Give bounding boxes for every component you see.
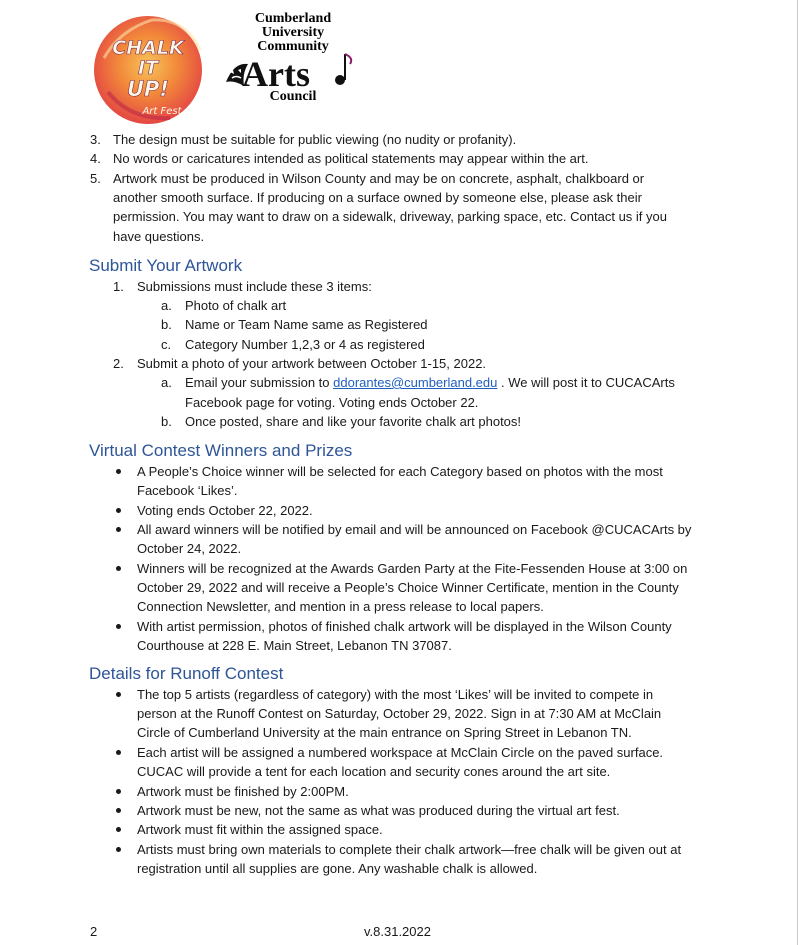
virtual-bullet-text: Winners will be recognized at the Awards Garden Party at the Fite-Fessenden House at 3:00 on (137, 561, 688, 576)
bullet-icon (116, 508, 121, 513)
submit-item-number: 2. (113, 356, 124, 371)
submit-subitem-letter: a. (161, 375, 172, 390)
submit-item-text: Submit a photo of your artwork between October 1-15, 2022. (137, 356, 487, 371)
rule-text: No words or caricatures intended as political statements may appear within the art. (113, 151, 589, 166)
submit-subitem-letter: b. (161, 317, 172, 332)
bullet-icon (116, 789, 121, 794)
runoff-bullet-text: Artists must bring own materials to complete their chalk artwork—free chalk will be given out at (137, 842, 682, 857)
rule-text: have questions. (113, 229, 205, 244)
chalk-logo-line-4: Art Fest (142, 106, 182, 117)
runoff-bullet-text: Artwork must be finished by 2:00PM. (137, 784, 349, 799)
virtual-bullet-text: Facebook ‘Likes’. (137, 483, 238, 498)
runoff-bullet-text: registration until all supplies are gone. Any washable chalk is allowed. (137, 861, 538, 876)
bullet-icon (116, 750, 121, 755)
chalk-logo-line-3: UP! (126, 77, 170, 101)
bullet-icon (116, 827, 121, 832)
rule-text: another smooth surface. If producing on a surface owned by someone else, please ask their (113, 190, 642, 205)
virtual-bullet-text: October 24, 2022. (137, 541, 242, 556)
rule-number: 3. (90, 132, 101, 147)
runoff-bullet-text: Each artist will be assigned a numbered workspace at McClain Circle on the paved surface. (137, 745, 664, 760)
arts-council-logo (220, 10, 360, 104)
arts-logo-line-3: Community (257, 39, 329, 54)
bullet-icon (116, 469, 121, 474)
rule-number: 5. (90, 171, 101, 186)
email-line-pre: Email your submission to (185, 375, 334, 390)
virtual-bullet-text: With artist permission, photos of finished chalk artwork will be displayed in the Wilson County (137, 619, 672, 634)
arts-wordmark: Arts (242, 54, 310, 94)
virtual-bullet-text: Voting ends October 22, 2022. (137, 503, 313, 518)
virtual-bullet-text: All award winners will be notified by email and will be announced on Facebook @CUCACArts by (137, 522, 692, 537)
arts-wordmark-graphic (220, 50, 360, 94)
submit-subitem-text: Category Number 1,2,3 or 4 as registered (185, 337, 425, 352)
submit-subitem-letter: c. (161, 337, 172, 352)
email-line-post: . We will post it to CUCACArts (497, 375, 675, 390)
bullet-icon (116, 566, 121, 571)
bullet-icon (116, 624, 121, 629)
arts-logo-line-4: Council (269, 89, 317, 104)
chalk-it-up-logo (90, 10, 210, 128)
heading-submit-artwork: Submit Your Artwork (89, 256, 243, 275)
heading-virtual-contest: Virtual Contest Winners and Prizes (89, 441, 353, 460)
rule-text: Artwork must be produced in Wilson County and may be on concrete, asphalt, chalkboard or (113, 171, 645, 186)
submit-item-number: 1. (113, 279, 124, 294)
page-number: 2 (90, 924, 98, 939)
submit-subitem-letter: a. (161, 298, 172, 313)
virtual-bullet-text: Courthouse at 228 E. Main Street, Lebanon TN 37087. (137, 638, 452, 653)
virtual-bullet-text: Connection Newsletter, and mention in a press release to local papers. (137, 599, 544, 614)
submit-email-line (185, 373, 675, 392)
arts-logo-line-2: University (261, 25, 325, 40)
runoff-bullet-text: person at the Runoff Contest on Saturday, October 29, 2022. Sign in at 7:30 AM at McClain (137, 706, 662, 721)
submit-subitem-text: Once posted, share and like your favorite chalk art photos! (185, 414, 522, 429)
submit-subitem-text: Facebook page for voting. Voting ends October 22. (185, 395, 479, 410)
runoff-bullet-text: Artwork must be new, not the same as what was produced during the virtual art fest. (137, 803, 620, 818)
runoff-bullet-text: The top 5 artists (regardless of category) with the most ‘Likes’ will be invited to compete in (137, 687, 654, 702)
bullet-icon (116, 847, 121, 852)
submit-subitem-letter: b. (161, 414, 172, 429)
bullet-icon (116, 527, 121, 532)
chalk-logo-line-2: IT (137, 57, 159, 79)
virtual-bullet-text: October 29, 2022 and will receive a People’s Choice Winner Certificate, mention in the County (137, 580, 679, 595)
rule-number: 4. (90, 151, 101, 166)
runoff-bullet-text: Artwork must fit within the assigned space. (137, 822, 383, 837)
email-link[interactable]: ddorantes@cumberland.edu (333, 375, 498, 390)
rule-text: permission. You may want to draw on a sidewalk, driveway, parking space, etc. Contact us if you (113, 209, 667, 224)
chalk-logo-line-1: CHALK (112, 37, 184, 59)
submit-item-text: Submissions must include these 3 items: (137, 279, 372, 294)
submit-subitem-text: Photo of chalk art (185, 298, 287, 313)
runoff-bullet-text: Circle of Cumberland University at the main entrance on Spring Street in Lebanon TN. (137, 725, 632, 740)
version-label: v.8.31.2022 (364, 924, 431, 939)
submit-subitem-text: Name or Team Name same as Registered (185, 317, 428, 332)
rule-text: The design must be suitable for public viewing (no nudity or profanity). (113, 132, 517, 147)
runoff-bullet-text: CUCAC will provide a tent for each location and security cones around the art site. (137, 764, 611, 779)
heading-runoff-contest: Details for Runoff Contest (89, 664, 284, 683)
arts-logo-line-1: Cumberland (254, 11, 332, 26)
bullet-icon (116, 808, 121, 813)
bullet-icon (116, 692, 121, 697)
virtual-bullet-text: A People’s Choice winner will be selected for each Category based on photos with the most (137, 464, 663, 479)
